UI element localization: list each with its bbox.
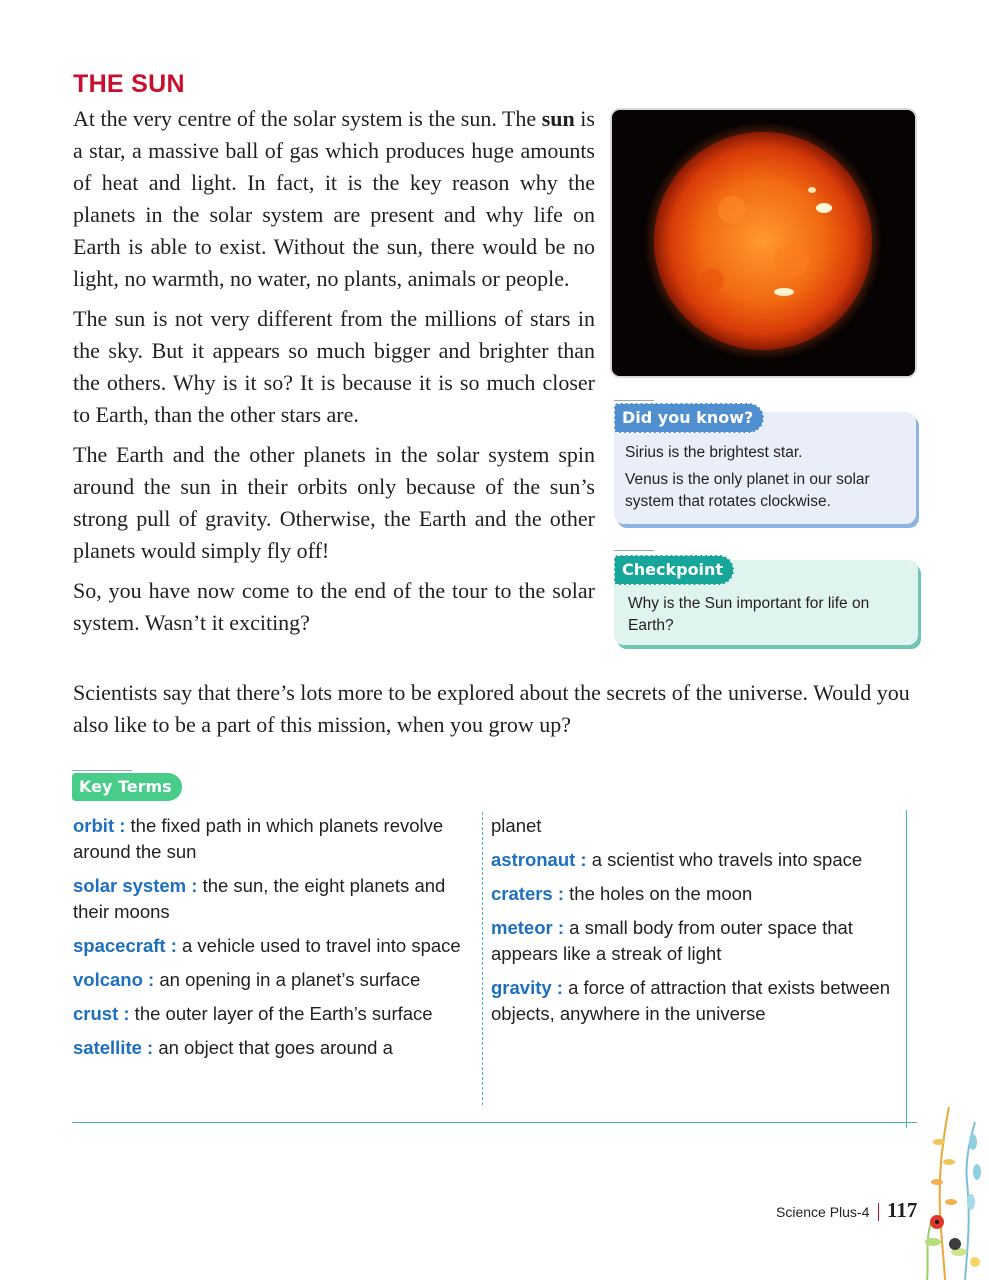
key-term-spacecraft: spacecraft : a vehicle used to travel into space <box>73 935 461 956</box>
key-term-gravity: gravity : a force of attraction that exists between objects, anywhere in the universe <box>491 977 890 1024</box>
full-width-text <box>73 677 919 741</box>
key-terms-tag: Key Terms <box>72 773 182 801</box>
footer-divider <box>878 1203 879 1221</box>
key-terms-left-column <box>73 813 473 1069</box>
key-term-satellite-continuation: planet <box>491 815 542 836</box>
sun-flare <box>816 203 832 213</box>
paragraph-3: The Earth and the other planets in the solar system spin around the sun in their orbits only because of the sun’s strong pull of gravity. Otherwise, the Earth and the other planets would simply fly off! <box>73 442 595 563</box>
paragraph-4: So, you have now come to the end of the tour to the solar system. Wasn’t it exciting? <box>73 578 595 635</box>
did-you-know-fact-2: Venus is the only planet in our solar system that rotates clockwise. <box>625 471 870 510</box>
checkpoint-question: Why is the Sun important for life on Earth? <box>628 595 870 634</box>
checkpoint-tag: Checkpoint <box>614 555 734 585</box>
paragraph-2: The sun is not very different from the millions of stars in the sky. But it appears so much bigger and brighter than the others. Why is it so? It is because it is so much closer to Earth, than the other stars are. <box>73 306 595 427</box>
key-term-meteor: meteor : a small body from outer space that appears like a streak of light <box>491 917 853 964</box>
main-text-column <box>73 103 595 647</box>
bold-term-sun: sun <box>541 106 575 131</box>
key-term-orbit: orbit : the fixed path in which planets revolve around the sun <box>73 815 444 862</box>
key-term-solar-system: solar system : the sun, the eight planets and their moons <box>73 875 446 922</box>
key-terms-border-bottom <box>72 1122 917 1123</box>
page-title: THE SUN <box>73 70 185 98</box>
key-terms-right-column <box>491 813 891 1035</box>
key-term-volcano: volcano : an opening in a planet’s surface <box>73 969 421 990</box>
sun-flare <box>774 288 794 296</box>
flower-decoration-icon <box>915 1102 989 1280</box>
key-terms-border-right <box>906 810 907 1128</box>
page-number: 117 <box>887 1198 918 1222</box>
sun-photo <box>612 110 915 376</box>
footer-book-title: Science Plus-4 <box>776 1204 870 1220</box>
paragraph-1: At the very centre of the solar system is the sun. The sun is a star, a massive ball of gas which produces huge amounts of heat and light. In fact, it is the key reason why the planets in the solar system are present and why life on Earth is able to exist. Without the sun, there would be no light, no warmth, no water, no plants, animals or people. <box>73 106 595 291</box>
key-term-craters: craters : the holes on the moon <box>491 883 753 904</box>
paragraph-5: Scientists say that there’s lots more to be explored about the secrets of the universe. Would you also like to be a part of this mission, when you grow up? <box>73 680 910 737</box>
key-term-satellite: satellite : an object that goes around a <box>73 1037 393 1058</box>
key-term-crust: crust : the outer layer of the Earth’s surface <box>73 1003 433 1024</box>
key-term-astronaut: astronaut : a scientist who travels into space <box>491 849 863 870</box>
did-you-know-fact-1: Sirius is the brightest star. <box>625 444 803 461</box>
tag-accent-line <box>614 400 654 401</box>
tag-accent-line <box>72 770 132 771</box>
did-you-know-tag: Did you know? <box>614 403 764 433</box>
tag-accent-line <box>614 550 654 551</box>
key-terms-column-divider <box>482 812 483 1105</box>
sun-illustration <box>612 110 915 376</box>
